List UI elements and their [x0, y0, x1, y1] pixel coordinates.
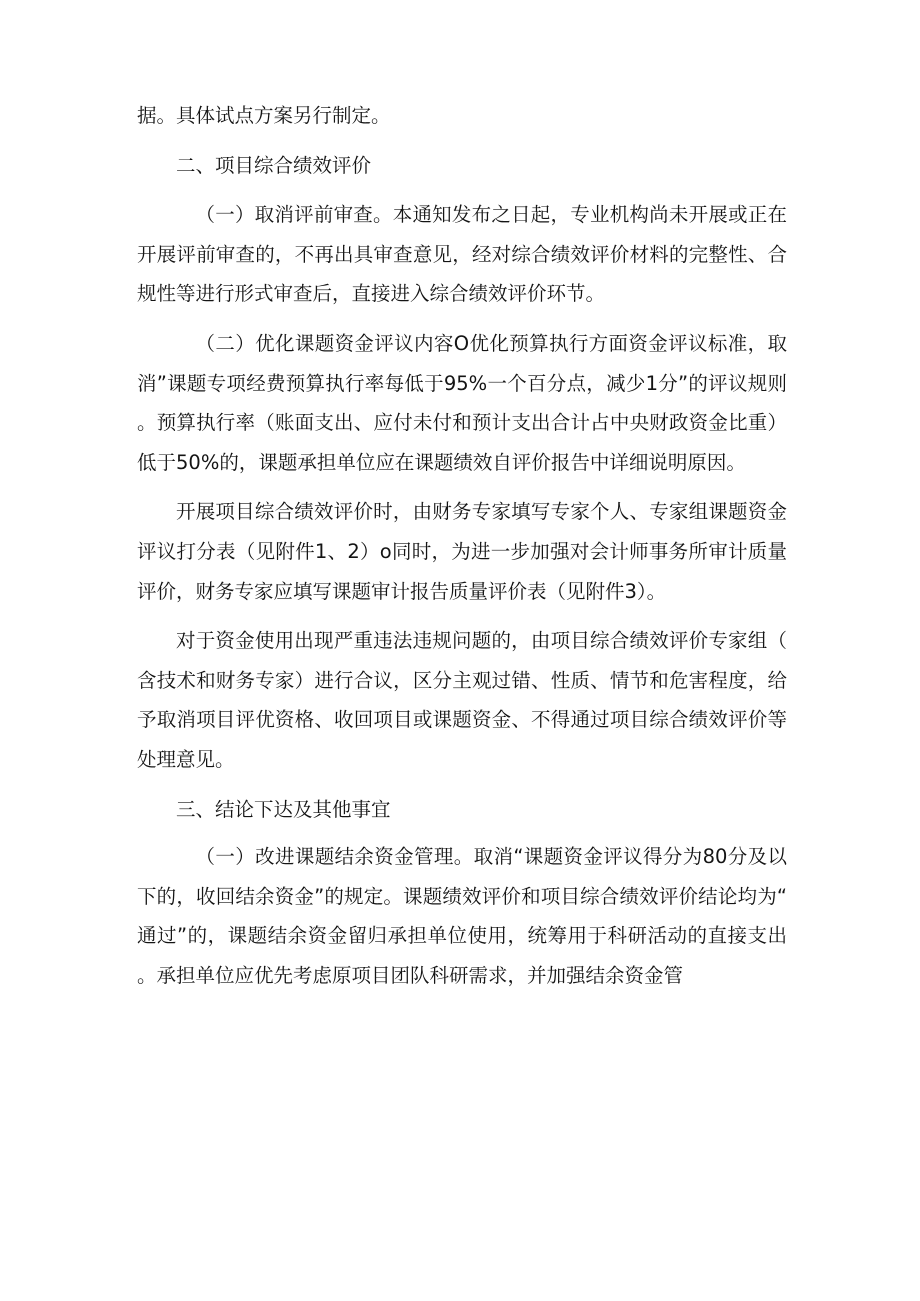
paragraph-surplus-fund-management: （一）改进课题结余资金管理。取消“课题资金评议得分为80分及以下的，收回结余资金”的规定。课题绩效评价和项目综合绩效评价结论均为“通过”的，课题结余资金留归承担单位使用，统筹用于科研活动的直接支出。承担单位应优先考虑原项目团队科研需求，并加强结余资金管 [137, 845, 787, 987]
section-heading-3: 三、结论下达及其他事宜 [176, 797, 391, 821]
document-body [137, 96, 787, 995]
paragraph-optimize-fund-review: （二）优化课题资金评议内容O优化预算执行方面资金评议标准，取消”课题专项经费预算执行率每低于95%一个百分点，减少1分”的评议规则。预算执行率（账面支出、应付未付和预计支出合计占中央财政资金比重）低于50%的，课题承担单位应在课题绩效自评价报告中详细说明原因。 [137, 331, 787, 474]
paragraph-violation-handling: 对于资金使用出现严重违法违规问题的，由项目综合绩效评价专家组（含技术和财务专家）进行合议，区分主观过错、性质、情节和危害程度，给予取消项目评优资格、收回项目或课题资金、不得通过项目综合绩效评价等处理意见。 [137, 629, 787, 771]
paragraph-continuation: 据。具体试点方案另行制定。 [137, 104, 391, 127]
paragraph-cancel-pre-review: （一）取消评前审查。本通知发布之日起，专业机构尚未开展或正在开展评前审查的，不再出具审查意见，经对综合绩效评价材料的完整性、合规性等进行形式审查后，直接进入综合绩效评价环节。 [137, 203, 787, 306]
section-heading-2: 二、项目综合绩效评价 [176, 153, 372, 177]
paragraph-financial-expert-scoring: 开展项目综合绩效评价时，由财务专家填写专家个人、专家组课题资金评议打分表（见附件1、2）o同时，为进一步加强对会计师事务所审计质量评价，财务专家应填写课题审计报告质量评价表（见附件3）。 [137, 500, 787, 603]
